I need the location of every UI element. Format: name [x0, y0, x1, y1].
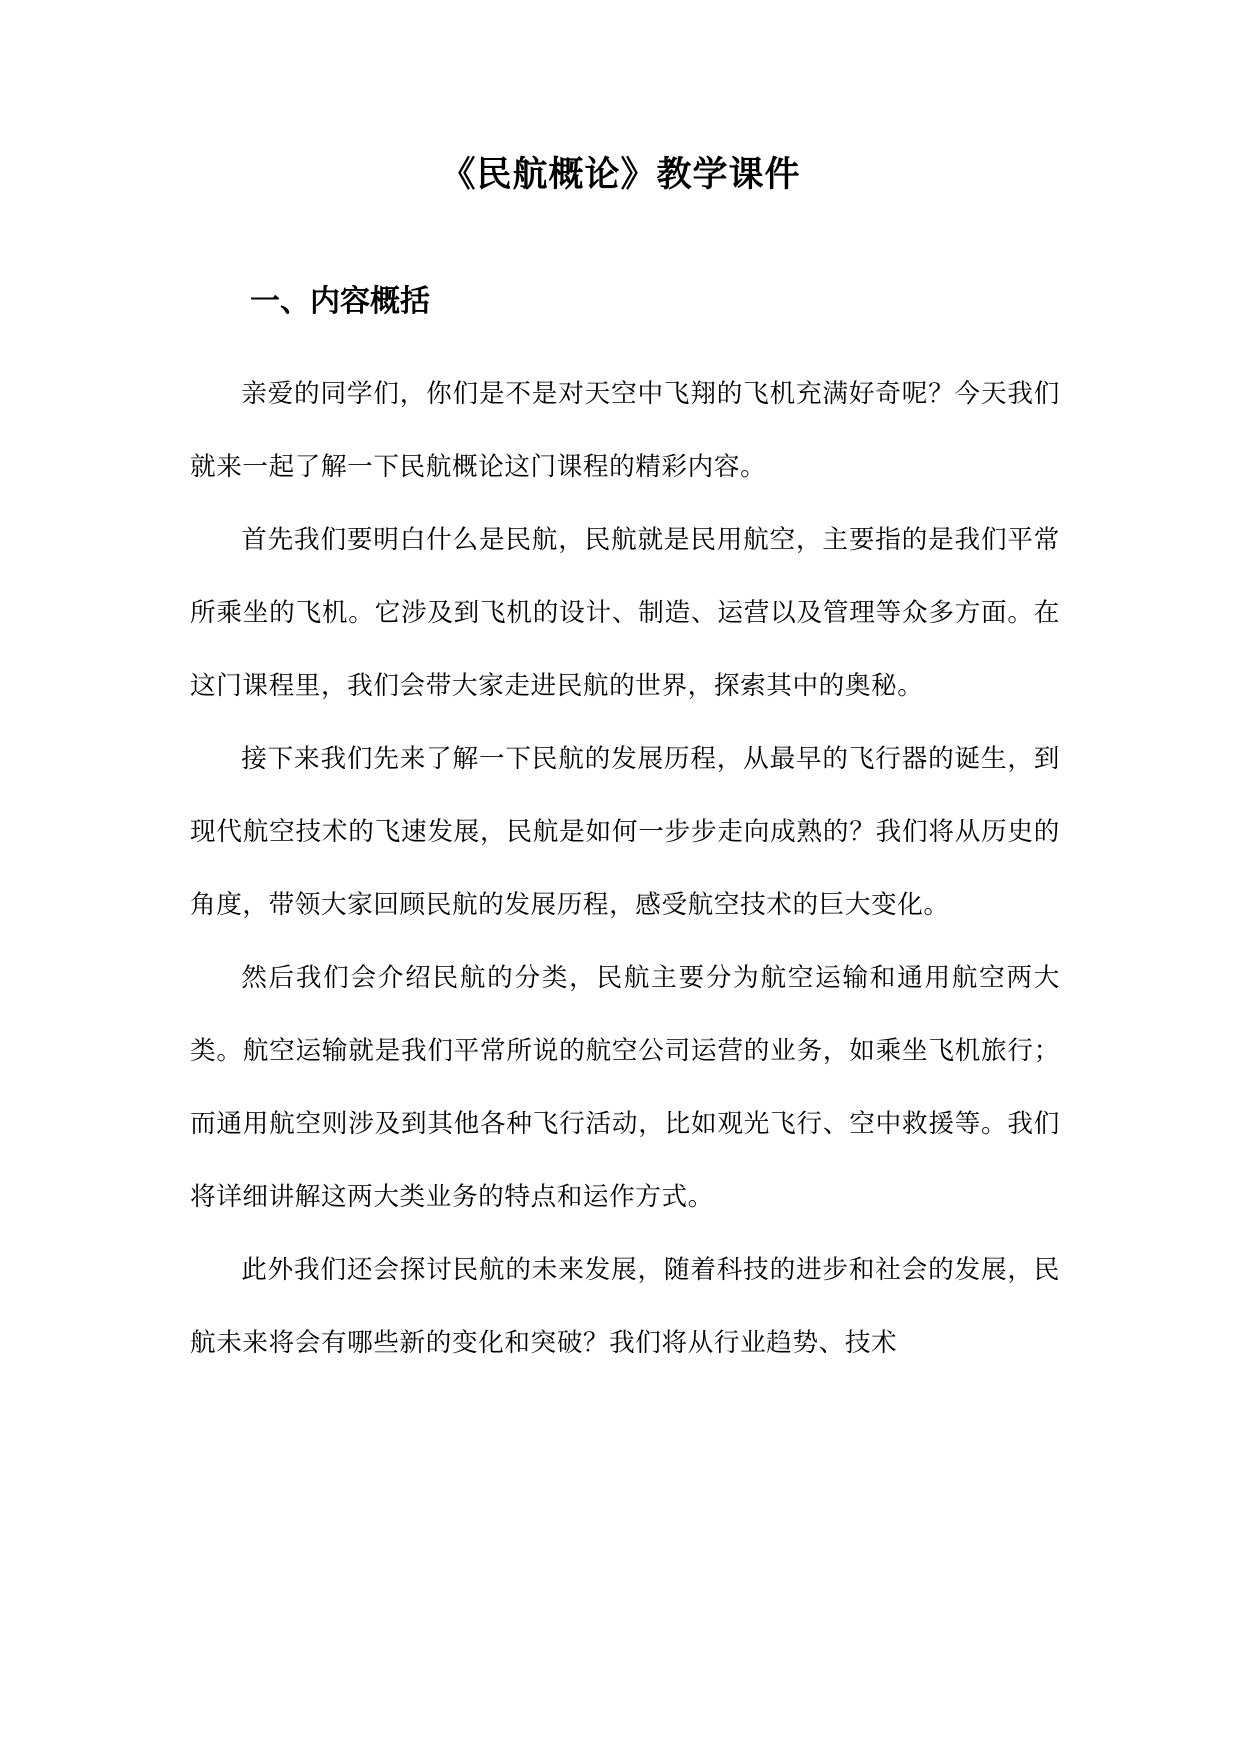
- paragraph: 接下来我们先来了解一下民航的发展历程，从最早的飞行器的诞生，到现代航空技术的飞速发展，民航是如何一步步走向成熟的？我们将从历史的角度，带领大家回顾民航的发展历程，感受航空技术的巨大变化。: [190, 744, 1060, 920]
- section-heading: 一、内容概括: [250, 284, 430, 319]
- paragraph: 此外我们还会探讨民航的未来发展，随着科技的进步和社会的发展，民航未来将会有哪些新的变化和突破？我们将从行业趋势、技术: [190, 1255, 1060, 1358]
- paragraph: 首先我们要明白什么是民航，民航就是民用航空，主要指的是我们平常所乘坐的飞机。它涉及到飞机的设计、制造、运营以及管理等众多方面。在这门课程里，我们会带大家走进民航的世界，探索其中的奥秘。: [190, 525, 1060, 701]
- body-text: [190, 358, 1060, 1380]
- paragraph: 亲爱的同学们，你们是不是对天空中飞翔的飞机充满好奇呢？今天我们就来一起了解一下民航概论这门课程的精彩内容。: [190, 379, 1060, 482]
- paragraph: 然后我们会介绍民航的分类，民航主要分为航空运输和通用航空两大类。航空运输就是我们平常所说的航空公司运营的业务，如乘坐飞机旅行；而通用航空则涉及到其他各种飞行活动，比如观光飞行、空中救援等。我们将详细讲解这两大类业务的特点和运作方式。: [190, 963, 1060, 1212]
- document-title: 《民航概论》教学课件: [440, 155, 801, 195]
